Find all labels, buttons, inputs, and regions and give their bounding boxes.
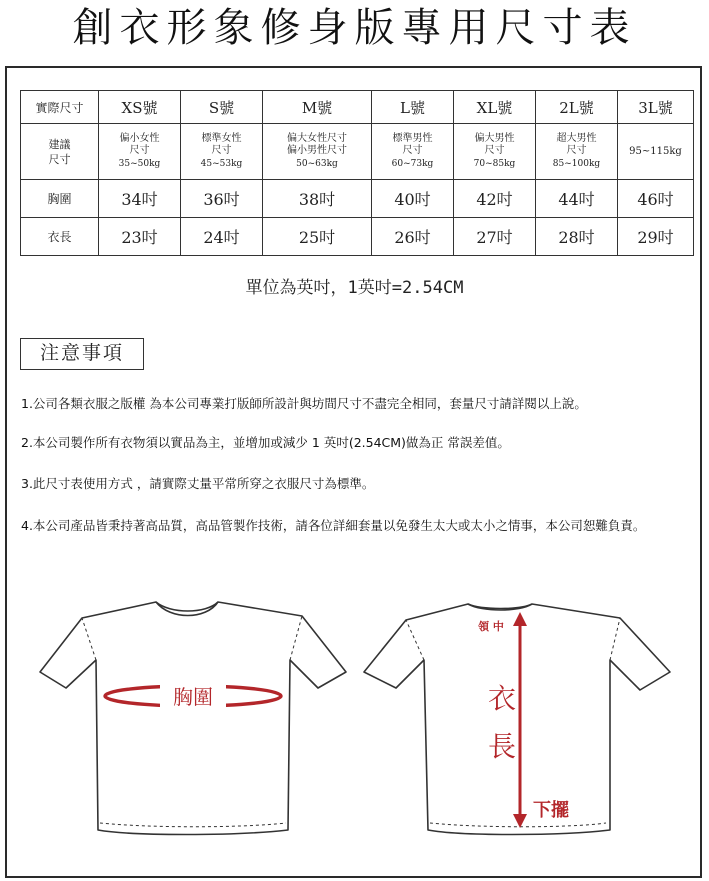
size-s: S號 [181, 91, 263, 124]
length-row [21, 218, 694, 256]
collar-label: 領 中 [478, 620, 504, 633]
tshirt-diagram [20, 580, 692, 842]
length-xl: 27吋 [454, 218, 536, 256]
length-m: 25吋 [263, 218, 372, 256]
size-table [20, 90, 694, 256]
length-label-top: 衣 [487, 682, 517, 715]
size-xs: XS號 [99, 91, 181, 124]
tshirt-back-icon [364, 604, 670, 835]
length-label: 衣長 [21, 218, 99, 256]
recommend-xs: 偏小女性 尺寸 35~50kg [99, 124, 181, 180]
chest-xl: 42吋 [454, 180, 536, 218]
chest-s: 36吋 [181, 180, 263, 218]
chest-2l: 44吋 [536, 180, 618, 218]
chest-row [21, 180, 694, 218]
header-label: 實際尺寸 [21, 91, 99, 124]
chest-l: 40吋 [372, 180, 454, 218]
recommend-l: 標準男性 尺寸 60~73kg [372, 124, 454, 180]
chest-xs: 34吋 [99, 180, 181, 218]
recommend-xl: 偏大男性 尺寸 70~85kg [454, 124, 536, 180]
chest-label: 胸圍 [21, 180, 99, 218]
size-xl: XL號 [454, 91, 536, 124]
length-2l: 28吋 [536, 218, 618, 256]
note-item: 4.本公司產品皆秉持著高品質，高品管製作技術，請各位詳細套量以免發生太大或太小之情事，本公司恕難負責。 [21, 518, 646, 533]
chest-measure-label: 胸圍 [173, 685, 213, 709]
page-title: 創衣形象修身版專用尺寸表 [72, 5, 637, 51]
length-l: 26吋 [372, 218, 454, 256]
size-3l: 3L號 [618, 91, 694, 124]
tshirt-front-icon [40, 602, 346, 835]
length-3l: 29吋 [618, 218, 694, 256]
recommend-m: 偏大女性尺寸 偏小男性尺寸 50~63kg [263, 124, 372, 180]
size-2l: 2L號 [536, 91, 618, 124]
size-header-row [21, 91, 694, 124]
recommend-row [21, 124, 694, 180]
recommend-s: 標準女性 尺寸 45~53kg [181, 124, 263, 180]
length-label-bottom: 長 [487, 730, 517, 763]
recommend-label: 建議 尺寸 [21, 124, 99, 180]
note-item: 2.本公司製作所有衣物須以實品為主，並增加或減少 1 英吋(2.54CM)做為正 常誤差值。 [21, 435, 510, 450]
length-s: 24吋 [181, 218, 263, 256]
recommend-2l: 超大男性 尺寸 85~100kg [536, 124, 618, 180]
note-item: 3.此尺寸表使用方式 ，請實際丈量平常所穿之衣服尺寸為標準。 [21, 476, 375, 491]
notes-title: 注意事項 [20, 338, 144, 370]
size-m: M號 [263, 91, 372, 124]
chest-3l: 46吋 [618, 180, 694, 218]
hem-label: 下擺 [533, 800, 569, 821]
size-l: L號 [372, 91, 454, 124]
note-item: 1.公司各類衣服之版權 為本公司專業打版師所設計與坊間尺寸不盡完全相同，套量尺寸請詳閱以上說。 [21, 396, 587, 411]
unit-note: 單位為英吋，1英吋=2.54CM [245, 278, 464, 298]
length-xs: 23吋 [99, 218, 181, 256]
recommend-3l: 95~115kg [618, 124, 694, 180]
chest-m: 38吋 [263, 180, 372, 218]
